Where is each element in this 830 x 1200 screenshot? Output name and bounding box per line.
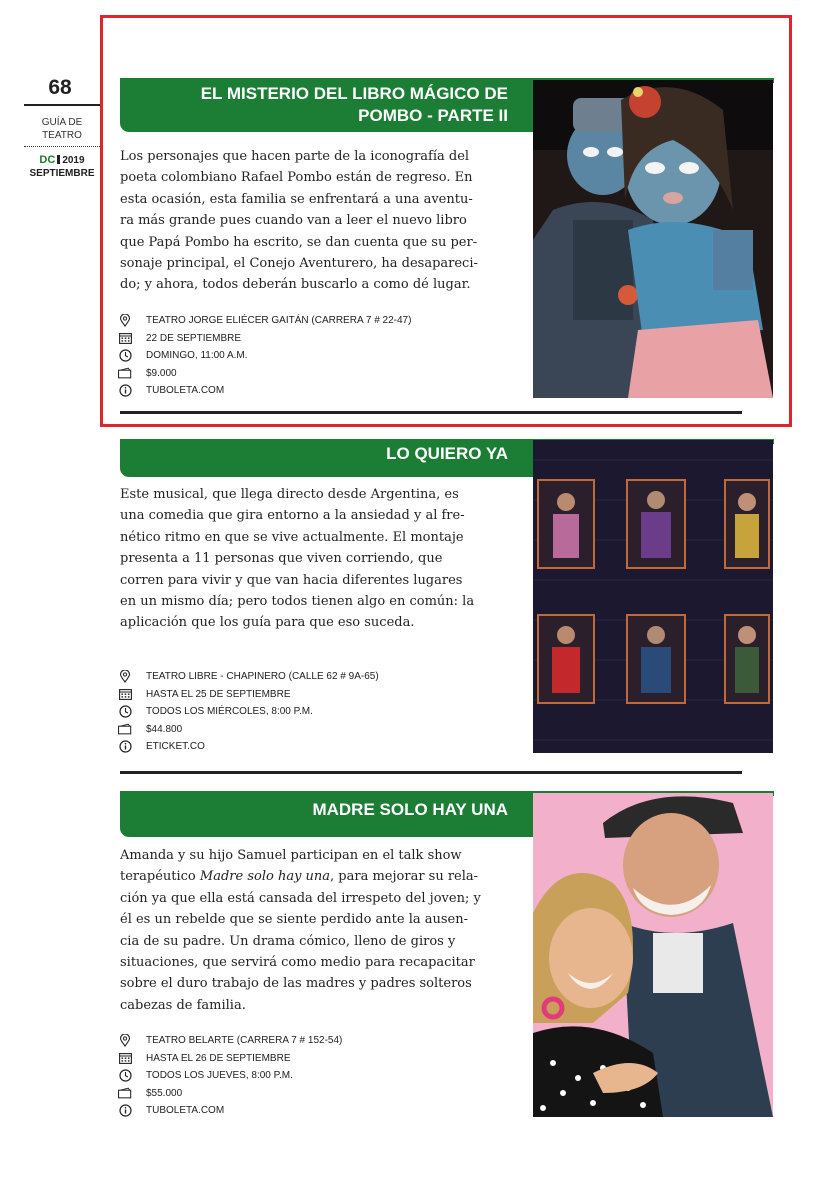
venue-text: TEATRO LIBRE - CHAPINERO (CALLE 62 # 9A-65) — [146, 671, 379, 683]
section-label-line2: TEATRO — [42, 130, 82, 141]
section-label — [24, 116, 100, 142]
time-text: TODOS LOS MIÉRCOLES, 8:00 P.M. — [146, 706, 313, 718]
clock-icon — [118, 350, 132, 362]
description-line: situaciones, que servirá como medio para recapacitar — [120, 955, 475, 971]
event-details — [118, 312, 518, 400]
info-icon — [118, 741, 132, 753]
location-pin-icon — [118, 671, 132, 683]
event-title-line1: MADRE SOLO HAY UNA — [312, 800, 508, 819]
description-line: do; y ahora, todos deberán buscarlo a como dé lugar. — [120, 277, 471, 293]
tickets-row — [118, 738, 518, 756]
date-text: 22 DE SEPTIEMBRE — [146, 332, 242, 344]
date-text: HASTA EL 26 DE SEPTIEMBRE — [146, 1052, 291, 1064]
info-icon — [118, 1105, 132, 1117]
event-photo-lo-quiero-ya — [533, 440, 773, 753]
description-line: que Papá Pombo ha escrito, se dan cuenta que su per- — [120, 234, 478, 250]
event-title-line1: LO QUIERO YA — [386, 444, 508, 463]
page-number: 68 — [48, 76, 72, 99]
event-description — [120, 146, 504, 296]
description-line: él es un rebelde que se siente perdido ante la ausen- — [120, 912, 469, 928]
issue-date — [24, 154, 100, 180]
event-title-banner — [120, 439, 578, 477]
description-line: cia de su padre. Un drama cómico, lleno de giros y — [120, 933, 456, 949]
venue-row — [118, 312, 518, 330]
tickets-text[interactable]: TUBOLETA.COM — [146, 1105, 225, 1117]
calendar-icon — [118, 332, 132, 344]
event-title-line1: EL MISTERIO DEL LIBRO MÁGICO DE — [200, 84, 508, 103]
issue-month: SEPTIEMBRE — [29, 168, 95, 179]
dc-logo: DC — [39, 154, 56, 166]
price-row — [118, 1085, 518, 1103]
time-row — [118, 347, 518, 365]
tickets-row — [118, 382, 518, 400]
date-text: HASTA EL 25 DE SEPTIEMBRE — [146, 688, 291, 700]
clock-icon — [118, 706, 132, 718]
description-line: ra más grande pues cuando van a leer el nuevo libro — [120, 213, 467, 229]
event-photo-pombo — [533, 80, 773, 398]
date-row — [118, 1050, 518, 1068]
description-line: Los personajes que hacen parte de la iconografía del — [120, 149, 470, 164]
date-row — [118, 686, 518, 704]
event-title-banner — [120, 791, 578, 837]
ticket-icon — [118, 367, 132, 379]
time-text: TODOS LOS JUEVES, 8:00 P.M. — [146, 1070, 293, 1082]
description-line: poeta colombiano Rafael Pombo están de regreso. En — [120, 170, 473, 186]
description-fragment: terapéutico — [120, 869, 200, 885]
sidebar-rule — [24, 104, 100, 106]
event-title-banner — [120, 78, 578, 132]
location-pin-icon — [118, 315, 132, 327]
time-row — [118, 1067, 518, 1085]
tickets-text[interactable]: TUBOLETA.COM — [146, 385, 225, 397]
description-line: Amanda y su hijo Samuel participan en el talk show — [120, 848, 462, 863]
description-line — [120, 866, 504, 887]
venue-row — [118, 668, 518, 686]
description-line: sonaje principal, el Conejo Aventurero, ha desapareci- — [120, 256, 478, 272]
calendar-icon — [118, 1052, 132, 1064]
price-row — [118, 365, 518, 383]
event-photo-madre-solo-hay-una — [533, 793, 773, 1117]
calendar-icon — [118, 688, 132, 700]
description-line: Este musical, que llega directo desde Argentina, es — [120, 487, 459, 502]
section-label-line1: GUÍA DE — [41, 117, 83, 128]
event-title-line2: POMBO - PARTE II — [358, 106, 508, 125]
date-row — [118, 330, 518, 348]
price-text: $9.000 — [146, 367, 177, 379]
description-fragment: , para mejorar su rela- — [330, 869, 479, 885]
show-title-italic: Madre solo hay una — [199, 869, 331, 885]
price-text: $55.000 — [146, 1087, 183, 1099]
description-line: una comedia que gira entorno a la ansiedad y al fre- — [120, 508, 465, 524]
description-line: cabezas de familia. — [120, 997, 246, 1013]
issue-year: 2019 — [62, 155, 85, 166]
venue-text: TEATRO JORGE ELIÉCER GAITÁN (CARRERA 7 # 22-47) — [146, 315, 412, 327]
time-row — [118, 703, 518, 721]
event-details — [118, 668, 518, 756]
event-description — [120, 845, 504, 1016]
ticket-icon — [118, 723, 132, 735]
price-row — [118, 721, 518, 739]
event-details — [118, 1032, 518, 1120]
description-line: sobre el duro trabajo de las madres y padres solteros — [120, 976, 472, 992]
description-line: presenta a 11 personas que viven corriendo, que — [120, 551, 443, 567]
sidebar-dotted-divider — [24, 146, 100, 147]
description-line: ción ya que ella está cansada del irrespeto del joven; y — [120, 890, 481, 906]
description-line: aplicación que los guía para que eso suceda. — [120, 615, 415, 631]
ticket-icon — [118, 1087, 132, 1099]
section-divider — [120, 411, 742, 414]
time-text: DOMINGO, 11:00 A.M. — [146, 350, 248, 362]
section-divider — [120, 771, 742, 774]
tickets-text[interactable]: ETICKET.CO — [146, 741, 205, 753]
event-description — [120, 484, 504, 634]
description-line: nético ritmo en que se vive actualmente. El montaje — [120, 529, 464, 545]
venue-text: TEATRO BELARTE (CARRERA 7 # 152-54) — [146, 1035, 343, 1047]
brand-bar — [57, 155, 60, 164]
price-text: $44.800 — [146, 723, 183, 735]
venue-row — [118, 1032, 518, 1050]
tickets-row — [118, 1102, 518, 1120]
description-line: en un mismo día; pero todos tienen algo en común: la — [120, 594, 475, 610]
location-pin-icon — [118, 1035, 132, 1047]
description-line: corren para vivir y que van hacia diferentes lugares — [120, 572, 463, 588]
description-line: esta ocasión, esta familia se enfrentará a una aventu- — [120, 191, 473, 207]
info-icon — [118, 385, 132, 397]
clock-icon — [118, 1070, 132, 1082]
